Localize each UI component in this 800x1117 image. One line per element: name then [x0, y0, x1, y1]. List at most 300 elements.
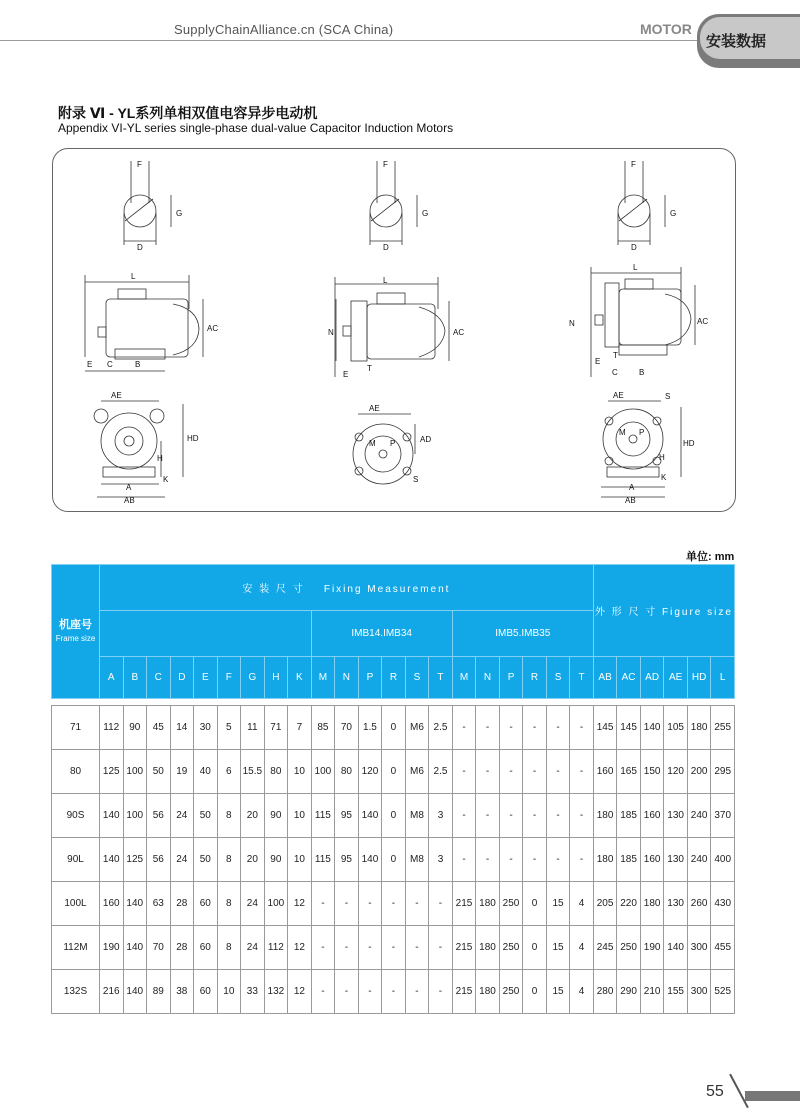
table-cell: 105: [664, 706, 688, 750]
table-cell: -: [382, 882, 406, 926]
table-cell: 180: [687, 706, 711, 750]
col-header: HD: [687, 657, 711, 699]
table-cell: 525: [711, 970, 735, 1014]
label-P-2: P: [639, 428, 645, 437]
figure-header: 外 形 尺 寸 Figure size: [593, 565, 734, 657]
table-cell: 100: [311, 750, 335, 794]
label-S-2: S: [665, 392, 671, 401]
table-cell: 0: [382, 706, 406, 750]
label-AC-3: AC: [697, 317, 709, 326]
table-cell: 115: [311, 838, 335, 882]
table-cell: 240: [687, 794, 711, 838]
table-cell: -: [452, 794, 476, 838]
label-B-2: B: [639, 368, 645, 377]
table-cell: -: [570, 838, 594, 882]
table-cell: 140: [123, 882, 147, 926]
table-cell: 112: [264, 926, 288, 970]
table-cell: 50: [194, 838, 218, 882]
table-cell: 71: [264, 706, 288, 750]
label-H-2: H: [659, 453, 665, 462]
table-cell: 4: [570, 970, 594, 1014]
table-cell: 90: [123, 706, 147, 750]
label-P: P: [390, 439, 396, 448]
table-row: [52, 794, 735, 838]
side-view-flange: [328, 276, 464, 379]
table-cell: -: [358, 882, 382, 926]
label-AB-2: AB: [625, 496, 636, 505]
table-cell: 160: [100, 882, 124, 926]
frame-header: [52, 565, 100, 699]
table-cell: 90: [264, 794, 288, 838]
table-cell: 70: [147, 926, 171, 970]
table-cell: 430: [711, 882, 735, 926]
table-cell: -: [523, 750, 547, 794]
label-K: K: [163, 475, 169, 484]
table-cell: 56: [147, 794, 171, 838]
col-header: S: [546, 657, 570, 699]
col-header: T: [570, 657, 594, 699]
table-cell: 8: [217, 882, 241, 926]
table-cell: -: [335, 970, 359, 1014]
col-header: M: [452, 657, 476, 699]
table-cell: 24: [170, 838, 194, 882]
table-cell: -: [382, 970, 406, 1014]
table-cell: 140: [123, 970, 147, 1014]
label-AE: AE: [111, 391, 122, 400]
col-header: P: [358, 657, 382, 699]
table-cell: 19: [170, 750, 194, 794]
table-cell: 10: [288, 794, 312, 838]
frame-header-en: Frame size: [55, 633, 96, 643]
shaft-section-1: [124, 160, 182, 252]
table-cell: 400: [711, 838, 735, 882]
table-cell: 130: [664, 838, 688, 882]
table-cell: 215: [452, 882, 476, 926]
table-cell: 125: [100, 750, 124, 794]
side-view-foot-flange: [569, 263, 708, 377]
table-cell: 95: [335, 794, 359, 838]
table-cell: 120: [664, 750, 688, 794]
table-cell: 50: [194, 794, 218, 838]
table-cell: 140: [100, 838, 124, 882]
table-cell: 2.5: [429, 706, 453, 750]
table-cell: -: [476, 838, 500, 882]
table-cell: 125: [123, 838, 147, 882]
table-gap: [52, 699, 735, 706]
label-AB: AB: [124, 496, 135, 505]
label-L-2: L: [383, 276, 388, 285]
label-H: H: [157, 454, 163, 463]
table-cell: 100: [123, 750, 147, 794]
frame-size-cell: 112M: [52, 926, 100, 970]
page-title-cn: 附录 Ⅵ - YL系列单相双值电容异步电动机: [58, 105, 318, 121]
table-cell: 10: [288, 750, 312, 794]
table-cell: -: [311, 926, 335, 970]
table-cell: 33: [241, 970, 265, 1014]
table-cell: 28: [170, 926, 194, 970]
table-cell: 10: [288, 838, 312, 882]
table-cell: 180: [476, 926, 500, 970]
label-S: S: [413, 475, 419, 484]
table-cell: 215: [452, 970, 476, 1014]
table-cell: 250: [499, 970, 523, 1014]
frame-size-cell: 80: [52, 750, 100, 794]
table-row: [52, 706, 735, 750]
group-empty: [100, 611, 312, 657]
table-cell: 145: [617, 706, 641, 750]
table-cell: 80: [264, 750, 288, 794]
label-G: G: [176, 209, 183, 218]
table-cell: -: [405, 926, 429, 970]
table-cell: 216: [100, 970, 124, 1014]
table-cell: M8: [405, 838, 429, 882]
label-L: L: [131, 272, 136, 281]
table-cell: -: [429, 970, 453, 1014]
table-cell: 89: [147, 970, 171, 1014]
table-row: [52, 970, 735, 1014]
table-cell: 28: [170, 882, 194, 926]
dimension-diagram: [52, 148, 736, 512]
table-cell: 60: [194, 970, 218, 1014]
spec-table: [51, 564, 735, 1014]
table-cell: 8: [217, 838, 241, 882]
label-E: E: [87, 360, 93, 369]
table-cell: 190: [100, 926, 124, 970]
table-cell: -: [499, 794, 523, 838]
table-cell: 12: [288, 882, 312, 926]
table-cell: -: [476, 706, 500, 750]
table-cell: 10: [217, 970, 241, 1014]
label-AD: AD: [420, 435, 432, 444]
table-cell: -: [429, 882, 453, 926]
table-cell: 120: [358, 750, 382, 794]
label-C-2: C: [612, 368, 618, 377]
col-header: A: [100, 657, 124, 699]
col-header: P: [499, 657, 523, 699]
table-cell: -: [405, 882, 429, 926]
table-cell: 140: [664, 926, 688, 970]
table-cell: 15.5: [241, 750, 265, 794]
table-cell: 85: [311, 706, 335, 750]
col-header: G: [241, 657, 265, 699]
table-cell: 115: [311, 794, 335, 838]
label-D: D: [137, 243, 143, 252]
table-cell: 24: [241, 926, 265, 970]
table-cell: 140: [358, 838, 382, 882]
group2-header: IMB5.IMB35: [452, 611, 593, 657]
col-header: H: [264, 657, 288, 699]
table-cell: 8: [217, 794, 241, 838]
table-cell: -: [335, 926, 359, 970]
col-header: S: [405, 657, 429, 699]
col-header: L: [711, 657, 735, 699]
table-cell: 80: [335, 750, 359, 794]
table-cell: -: [429, 926, 453, 970]
table-cell: -: [546, 750, 570, 794]
table-cell: -: [499, 838, 523, 882]
table-cell: 140: [358, 794, 382, 838]
table-cell: 6: [217, 750, 241, 794]
table-cell: 200: [687, 750, 711, 794]
col-header: C: [147, 657, 171, 699]
table-cell: 132: [264, 970, 288, 1014]
table-cell: 250: [617, 926, 641, 970]
label-AC-2: AC: [453, 328, 465, 337]
col-header: M: [311, 657, 335, 699]
frame-size-cell: 90S: [52, 794, 100, 838]
table-cell: 15: [546, 926, 570, 970]
frame-size-cell: 132S: [52, 970, 100, 1014]
table-cell: 8: [217, 926, 241, 970]
table-cell: 185: [617, 794, 641, 838]
table-cell: 300: [687, 970, 711, 1014]
table-cell: 370: [711, 794, 735, 838]
label-AE-2: AE: [369, 404, 380, 413]
table-cell: -: [570, 706, 594, 750]
table-cell: 4: [570, 882, 594, 926]
table-cell: 3: [429, 838, 453, 882]
col-header: D: [170, 657, 194, 699]
frame-header-cn: 机座号: [59, 618, 92, 631]
table-cell: -: [523, 706, 547, 750]
label-A: A: [126, 483, 132, 492]
label-F-3: F: [631, 160, 636, 169]
table-row: [52, 838, 735, 882]
table-cell: 180: [476, 970, 500, 1014]
table-cell: 5: [217, 706, 241, 750]
table-cell: -: [452, 750, 476, 794]
table-cell: 15: [546, 882, 570, 926]
label-B: B: [135, 360, 141, 369]
table-cell: -: [546, 706, 570, 750]
table-cell: 11: [241, 706, 265, 750]
table-cell: 12: [288, 926, 312, 970]
table-cell: -: [358, 970, 382, 1014]
table-cell: 70: [335, 706, 359, 750]
table-cell: -: [311, 970, 335, 1014]
table-cell: -: [335, 882, 359, 926]
col-header: N: [476, 657, 500, 699]
front-view-foot-flange: [601, 391, 695, 505]
table-cell: 0: [382, 794, 406, 838]
table-cell: 220: [617, 882, 641, 926]
table-cell: 40: [194, 750, 218, 794]
label-AC: AC: [207, 324, 219, 333]
fixing-header-en: Fixing Measurement: [323, 584, 451, 595]
table-cell: 95: [335, 838, 359, 882]
label-D-2: D: [383, 243, 389, 252]
table-cell: 0: [523, 926, 547, 970]
table-cell: 180: [593, 794, 617, 838]
table-row: [52, 926, 735, 970]
table-cell: 140: [100, 794, 124, 838]
table-cell: M6: [405, 750, 429, 794]
header-tab-label: 安装数据: [706, 33, 767, 50]
label-F-2: F: [383, 160, 388, 169]
table-cell: 0: [523, 970, 547, 1014]
table-cell: -: [382, 926, 406, 970]
label-E-2: E: [343, 370, 349, 379]
table-cell: 160: [593, 750, 617, 794]
label-L-3: L: [633, 263, 638, 272]
table-cell: 0: [382, 750, 406, 794]
table-cell: 145: [593, 706, 617, 750]
table-cell: -: [476, 750, 500, 794]
table-cell: 140: [123, 926, 147, 970]
header-divider: [0, 40, 700, 41]
header-site: SupplyChainAlliance.cn (SCA China): [174, 22, 394, 37]
label-K-2: K: [661, 473, 667, 482]
label-E-3: E: [595, 357, 601, 366]
table-cell: 295: [711, 750, 735, 794]
table-cell: -: [311, 882, 335, 926]
label-HD: HD: [187, 434, 199, 443]
label-T-2: T: [613, 351, 618, 360]
table-cell: 190: [640, 926, 664, 970]
table-cell: 130: [664, 794, 688, 838]
table-cell: 14: [170, 706, 194, 750]
table-cell: 0: [382, 838, 406, 882]
page-bar: [745, 1091, 800, 1101]
table-cell: -: [523, 794, 547, 838]
table-cell: 155: [664, 970, 688, 1014]
label-M: M: [369, 439, 376, 448]
table-cell: 4: [570, 926, 594, 970]
table-cell: 130: [664, 882, 688, 926]
table-cell: 250: [499, 926, 523, 970]
table-cell: -: [546, 838, 570, 882]
table-cell: 56: [147, 838, 171, 882]
table-cell: -: [570, 794, 594, 838]
label-C: C: [107, 360, 113, 369]
label-F: F: [137, 160, 142, 169]
col-header: E: [194, 657, 218, 699]
frame-size-cell: 90L: [52, 838, 100, 882]
table-cell: 240: [687, 838, 711, 882]
label-N: N: [328, 328, 334, 337]
table-cell: 280: [593, 970, 617, 1014]
table-cell: 60: [194, 926, 218, 970]
fixing-header-cn: 安 装 尺 寸: [242, 584, 305, 595]
page-title-en: Appendix VI-YL series single-phase dual-value Capacitor Induction Motors: [58, 121, 454, 135]
table-cell: -: [358, 926, 382, 970]
table-cell: 0: [523, 882, 547, 926]
table-cell: 455: [711, 926, 735, 970]
table-cell: -: [476, 794, 500, 838]
table-cell: 2.5: [429, 750, 453, 794]
label-D-3: D: [631, 243, 637, 252]
label-G-3: G: [670, 209, 677, 218]
fixing-header: [100, 565, 594, 611]
label-T: T: [367, 364, 372, 373]
table-cell: 185: [617, 838, 641, 882]
front-view-flange: [353, 404, 431, 484]
table-cell: 165: [617, 750, 641, 794]
label-AE-3: AE: [613, 391, 624, 400]
table-cell: 215: [452, 926, 476, 970]
table-cell: 140: [640, 706, 664, 750]
page-number: 55: [706, 1083, 724, 1100]
col-header: K: [288, 657, 312, 699]
front-view-foot: [94, 391, 199, 505]
frame-size-cell: 71: [52, 706, 100, 750]
table-cell: -: [405, 970, 429, 1014]
table-cell: 20: [241, 838, 265, 882]
table-cell: 250: [499, 882, 523, 926]
col-header: AD: [640, 657, 664, 699]
shaft-section-2: [370, 160, 428, 252]
col-header: AE: [664, 657, 688, 699]
label-G-2: G: [422, 209, 429, 218]
table-cell: 60: [194, 882, 218, 926]
table-cell: -: [499, 706, 523, 750]
label-M-2: M: [619, 428, 626, 437]
col-header: T: [429, 657, 453, 699]
table-row: [52, 750, 735, 794]
col-header: F: [217, 657, 241, 699]
col-header: AB: [593, 657, 617, 699]
table-cell: 90: [264, 838, 288, 882]
table-cell: 7: [288, 706, 312, 750]
table-cell: 260: [687, 882, 711, 926]
table-cell: 160: [640, 838, 664, 882]
frame-size-cell: 100L: [52, 882, 100, 926]
table-cell: -: [570, 750, 594, 794]
table-cell: 20: [241, 794, 265, 838]
table-cell: 24: [241, 882, 265, 926]
side-view-foot: [85, 272, 218, 371]
table-cell: -: [452, 838, 476, 882]
header-section: MOTOR: [640, 21, 692, 37]
table-cell: 180: [593, 838, 617, 882]
table-cell: -: [452, 706, 476, 750]
label-A-2: A: [629, 483, 635, 492]
label-HD-2: HD: [683, 439, 695, 448]
table-cell: 210: [640, 970, 664, 1014]
table-cell: 100: [123, 794, 147, 838]
table-cell: 50: [147, 750, 171, 794]
table-cell: 15: [546, 970, 570, 1014]
table-cell: 38: [170, 970, 194, 1014]
col-header: N: [335, 657, 359, 699]
table-cell: 300: [687, 926, 711, 970]
shaft-section-3: [618, 160, 676, 252]
col-header: R: [523, 657, 547, 699]
table-cell: 1.5: [358, 706, 382, 750]
table-cell: -: [546, 794, 570, 838]
label-N-2: N: [569, 319, 575, 328]
unit-label: 单位: mm: [686, 551, 735, 563]
table-cell: 160: [640, 794, 664, 838]
table-cell: 112: [100, 706, 124, 750]
table-cell: 245: [593, 926, 617, 970]
table-row: [52, 882, 735, 926]
table-cell: 100: [264, 882, 288, 926]
table-cell: 3: [429, 794, 453, 838]
table-cell: 205: [593, 882, 617, 926]
table-cell: 30: [194, 706, 218, 750]
table-cell: 24: [170, 794, 194, 838]
col-header: R: [382, 657, 406, 699]
table-cell: 255: [711, 706, 735, 750]
table-cell: -: [523, 838, 547, 882]
table-cell: 150: [640, 750, 664, 794]
table-cell: M6: [405, 706, 429, 750]
table-cell: 180: [476, 882, 500, 926]
col-header: B: [123, 657, 147, 699]
table-cell: -: [499, 750, 523, 794]
table-cell: 180: [640, 882, 664, 926]
